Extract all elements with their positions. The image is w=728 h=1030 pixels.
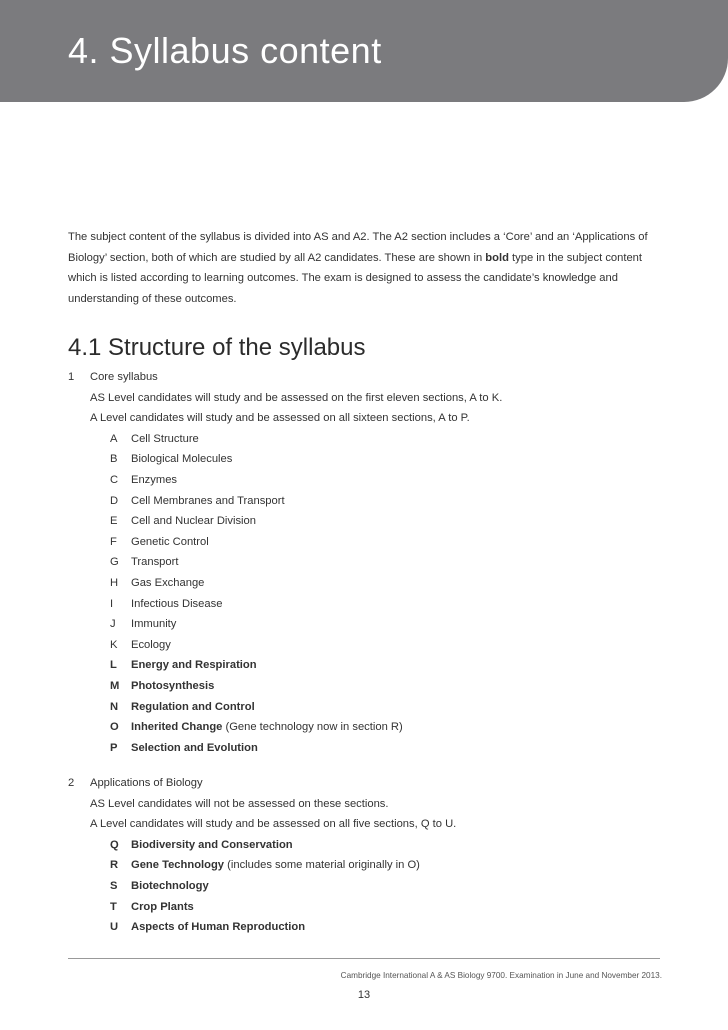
section-letter: M bbox=[110, 680, 120, 692]
footer-rule bbox=[68, 958, 660, 959]
section-item bbox=[131, 598, 222, 610]
intro-text-start: The subject content of the syllabus is divided into AS and A2. The A2 section includes a ‘Core’ and an ‘Applications of Biology’ section, both of which are studied by all A2 candidates. These are shown in bbox=[68, 231, 648, 264]
section-item-label: Aspects of Human Reproduction bbox=[131, 921, 306, 934]
section-item-label: Infectious Disease bbox=[131, 597, 223, 610]
section-item-label: Energy and Respiration bbox=[131, 659, 257, 672]
section-item bbox=[131, 742, 258, 754]
section-item bbox=[131, 577, 204, 589]
section-item bbox=[131, 639, 171, 651]
section-item bbox=[131, 659, 257, 671]
section-item-label: Cell Membranes and Transport bbox=[131, 494, 285, 507]
page-title: 4. Syllabus content bbox=[68, 30, 382, 71]
footer-text: Cambridge International A & AS Biology 9700. Examination in June and November 2013. bbox=[340, 971, 662, 980]
section-item bbox=[131, 433, 199, 445]
section-letter: B bbox=[110, 453, 118, 466]
section-letter: F bbox=[110, 535, 117, 548]
applications-a-text: A Level candidates will study and be assessed on all five sections, Q to U. bbox=[90, 818, 457, 831]
section-item bbox=[131, 536, 209, 548]
section-letter: A bbox=[110, 432, 118, 445]
section-heading: 4.1 Structure of the syllabus bbox=[68, 334, 366, 361]
section-item bbox=[131, 901, 194, 913]
section-item-label: Crop Plants bbox=[131, 900, 194, 913]
section-letter: Q bbox=[110, 838, 119, 851]
section-item bbox=[131, 515, 256, 527]
header-band bbox=[0, 0, 728, 102]
section-letter: L bbox=[110, 659, 117, 672]
section-item-label: Ecology bbox=[131, 638, 171, 651]
page-number: 13 bbox=[357, 989, 371, 1001]
section-item-label: Cell Structure bbox=[131, 432, 199, 445]
section-item bbox=[131, 859, 420, 871]
section-item bbox=[131, 680, 214, 692]
section-item bbox=[131, 453, 232, 465]
section-letter: J bbox=[110, 618, 116, 631]
section-item bbox=[131, 921, 305, 933]
intro-text-end: type in the subject content which is listed according to learning outcomes. The exam is designed to assess the candidate’s knowledge and understanding of these outcomes. bbox=[68, 251, 643, 305]
section-item bbox=[131, 474, 177, 486]
section-item-label: Selection and Evolution bbox=[131, 741, 258, 754]
section-letter: G bbox=[110, 556, 119, 569]
section-item-label: Photosynthesis bbox=[131, 680, 215, 692]
section-letter: S bbox=[110, 880, 118, 892]
section-item-label: Biological Molecules bbox=[131, 453, 233, 466]
section-item-note: (includes some material originally in O) bbox=[224, 859, 420, 872]
applications-number: 2 bbox=[68, 777, 75, 789]
section-item bbox=[131, 880, 209, 892]
section-letter: N bbox=[110, 700, 119, 713]
section-letter: K bbox=[110, 638, 118, 651]
section-item-label: Immunity bbox=[131, 618, 177, 631]
section-item bbox=[131, 618, 176, 630]
intro-paragraph bbox=[68, 227, 668, 309]
section-letter: R bbox=[110, 859, 119, 872]
section-item-label: Gene Technology bbox=[131, 859, 225, 872]
section-letter: U bbox=[110, 921, 119, 934]
intro-bold-word: bold bbox=[485, 251, 509, 264]
section-item bbox=[131, 701, 255, 713]
section-item bbox=[131, 839, 293, 851]
section-letter: C bbox=[110, 474, 119, 486]
section-item bbox=[131, 721, 403, 733]
section-item-label: Regulation and Control bbox=[131, 700, 255, 713]
section-item bbox=[131, 495, 285, 507]
applications-as-text: AS Level candidates will not be assessed on these sections. bbox=[90, 797, 389, 810]
section-letter: D bbox=[110, 494, 119, 507]
section-letter: E bbox=[110, 515, 118, 528]
core-as-text: AS Level candidates will study and be assessed on the first eleven sections, A to K. bbox=[90, 391, 503, 404]
section-letter: O bbox=[110, 721, 119, 734]
core-a-text: A Level candidates will study and be assessed on all sixteen sections, A to P. bbox=[90, 412, 470, 425]
section-item-note: (Gene technology now in section R) bbox=[222, 721, 403, 734]
section-letter: T bbox=[110, 900, 117, 913]
section-item-label: Transport bbox=[131, 556, 179, 569]
applications-title: Applications of Biology bbox=[90, 777, 203, 789]
core-number: 1 bbox=[68, 371, 75, 383]
section-item-label: Inherited Change bbox=[131, 721, 223, 734]
section-item-label: Genetic Control bbox=[131, 535, 209, 548]
section-letter: I bbox=[110, 597, 114, 610]
section-item-label: Gas Exchange bbox=[131, 577, 205, 589]
section-letter: H bbox=[110, 577, 119, 589]
section-item-label: Enzymes bbox=[131, 474, 178, 486]
section-item-label: Biodiversity and Conservation bbox=[131, 838, 293, 851]
section-item-label: Biotechnology bbox=[131, 880, 209, 892]
core-title: Core syllabus bbox=[90, 371, 158, 383]
section-item-label: Cell and Nuclear Division bbox=[131, 515, 256, 528]
section-item bbox=[131, 556, 178, 568]
section-letter: P bbox=[110, 741, 118, 754]
